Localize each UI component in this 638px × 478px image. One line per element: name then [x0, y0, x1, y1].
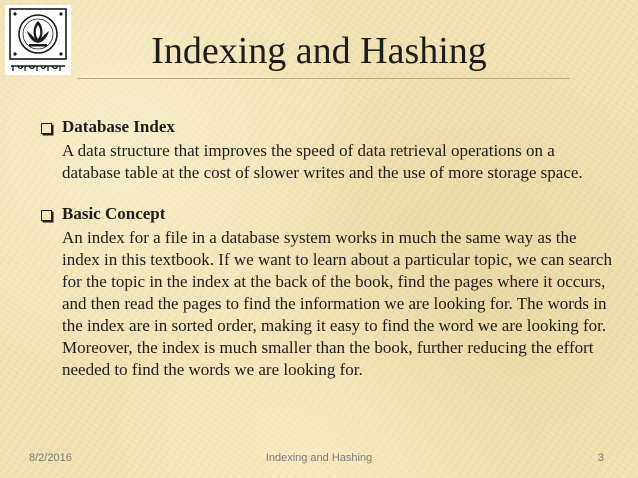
checkbox-bullet-icon	[41, 210, 52, 221]
section-body: A data structure that improves the speed of data retrieval operations on a database table at the cost of slower writes and the use of more storage space.	[62, 141, 583, 182]
slide-title: Indexing and Hashing	[151, 30, 487, 72]
section-heading-text: Database Index	[62, 117, 175, 136]
footer-date: 8/2/2016	[29, 452, 72, 464]
checkbox-bullet-icon	[41, 123, 52, 134]
section-heading	[40, 203, 615, 225]
title-divider	[78, 78, 570, 79]
slide-content	[40, 116, 615, 381]
footer-title: Indexing and Hashing	[265, 452, 373, 464]
slide-number: 3	[597, 452, 604, 464]
section-heading-text: Basic Concept	[62, 204, 166, 223]
section-body: An index for a file in a database system works in much the same way as the index in this textbook. If we want to learn about a particular topic, we can search for the topic in the index at the back of the book, find the pages where it occurs, and then read the pages to find the information we are looking for. The words in the index are in sorted order, making it easy to find the word we are looking for. Moreover, the index is much smaller than the book, further reducing the effort needed to find the words we are looking for.	[62, 228, 612, 379]
section-heading	[40, 116, 615, 138]
